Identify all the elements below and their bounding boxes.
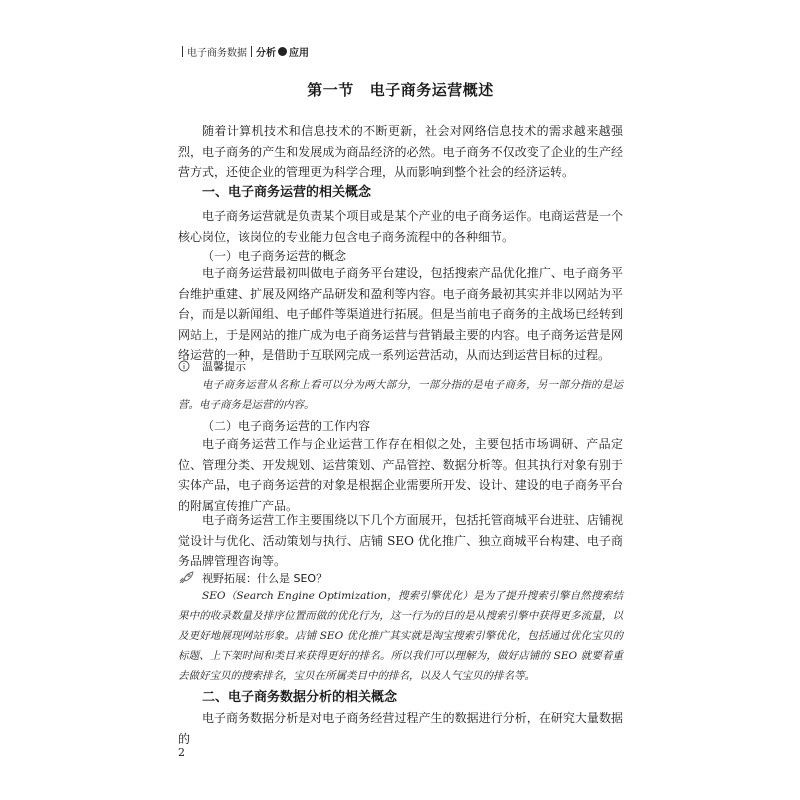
header-divider (251, 46, 252, 57)
info-circle-icon (178, 359, 196, 373)
heading-concepts: 一、电子商务运营的相关概念 (202, 185, 372, 200)
rocket-icon (178, 571, 196, 585)
section-number: 第一节 (307, 81, 354, 99)
tip-label (178, 358, 246, 374)
extension-label-text: 视野拓展：什么是 SEO？ (202, 572, 328, 585)
heading-data-analysis: 二、电子商务数据分析的相关概念 (202, 690, 398, 705)
bullet-dot-icon (278, 47, 287, 56)
analysis-paragraph: 电子商务数据分析是对电子商务经营过程产生的数据进行分析，在研究大量数据的 (178, 711, 623, 746)
intro-paragraph: 随着计算机技术和信息技术的不断更新，社会对网络信息技术的需求越来越强烈，电子商务的产生和发展成为商品经济的必然。电子商务不仅改变了企业的生产经营方式，还使企业的管理更为科学合理，从而影响到整个社会的经济运转。 (178, 124, 623, 179)
header-book-title: 电子商务数据 (187, 48, 247, 59)
header-subtitle-a: 分析 (256, 48, 276, 59)
section-name: 电子商务运营概述 (369, 81, 494, 99)
concept-paragraph: 电子商务运营最初叫做电子商务平台建设，包括搜索产品优化推广、电子商务平台维护重建、扩展及网络产品研发和盈利等内容。电子商务最初其实并非以网站为平台，而是以新闻组、电子邮件等渠道进行拓展。但是当前电子商务的主战场已经转到网站上，于是网站的推广成为电子商务运营与营销最主要的内容。电子商务运营是网络运营的一种，是借助于互联网完成一系列运营活动，从而达到运营目标的过程。 (178, 266, 623, 362)
work-paragraph-2: 电子商务运营工作主要围绕以下几个方面展开，包括托管商城平台进驻、店铺视觉设计与优化、活动策划与执行、店铺 SEO 优化推广、独立商城平台构建、电子商务品牌管理咨询等。 (178, 513, 623, 568)
extension-label (178, 570, 327, 586)
running-header (178, 44, 309, 59)
work-paragraph-1: 电子商务运营工作与企业运营工作存在相似之处，主要包括市场调研、产品定位、管理分类、开发规划、运营策划、产品管控、数据分析等。但其执行对象有别于实体产品，电子商务运营的对象是根据企业需要所开发、设计、建设的电子商务平台的附属宣传推广产品。 (178, 437, 623, 513)
subheading-work: （二）电子商务运营的工作内容 (202, 419, 371, 433)
page-number: 2 (178, 746, 185, 759)
tip-label-text: 温馨提示 (202, 360, 246, 373)
section-title (178, 79, 623, 100)
tip-note: 电子商务运营从名称上看可以分为两大部分，一部分指的是电子商务，另一部分指的是运营。电子商务是运营的内容。 (178, 379, 623, 411)
definition-paragraph: 电子商务运营就是负责某个项目或是某个产业的电子商务运作。电商运营是一个核心岗位，该岗位的专业能力包含电子商务流程中的各种细节。 (178, 209, 623, 244)
seo-note: SEO（Search Engine Optimization，搜索引擎优化）是为了提升搜索引擎自然搜索结果中的收录数量及排序位置而做的优化行为，这一行为的目的是从搜索引擎中获得更多流量，以及更好地展现网站形象。店铺 SEO 优化推广其实就是淘宝搜索引擎优化，包括通过优化宝贝的标题、上下架时间和类目来获得更好的排名。所以我们可以理解为，做好店铺的 SEO 就要着重去做好宝贝的搜索排名，宝贝在所属类目中的排名，以及人气宝贝的排名等。 (178, 590, 623, 682)
header-divider (182, 46, 183, 57)
subheading-concept: （一）电子商务运营的概念 (202, 249, 347, 263)
header-subtitle-b: 应用 (289, 48, 309, 59)
